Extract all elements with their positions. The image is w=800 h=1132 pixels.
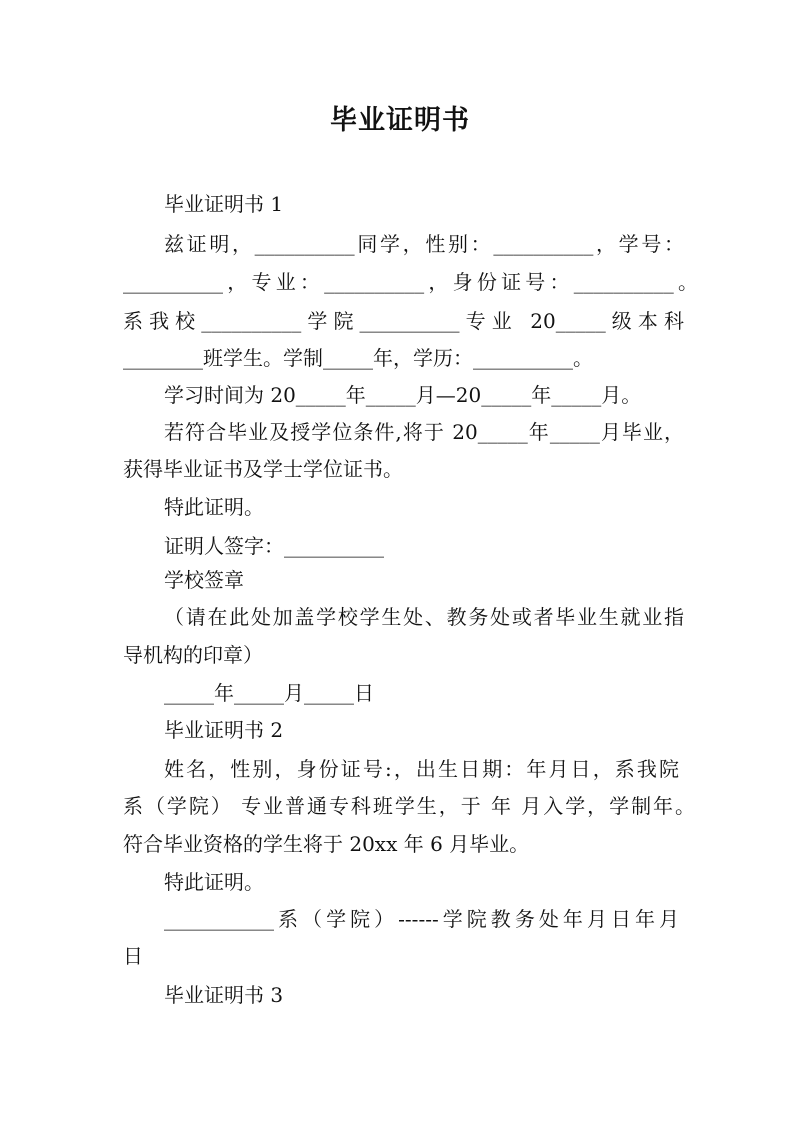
paragraph-line: 学习时间为 20_____年_____月—20_____年_____月。 [164, 383, 642, 407]
paragraph-line: 获得毕业证书及学士学位证书。 [123, 457, 403, 481]
section-heading-3: 毕业证明书 3 [164, 983, 284, 1007]
paragraph-line: 系（学院） 专业普通专科班学生，于 年 月入学，学制年。 [123, 794, 695, 818]
paragraph-line: 若符合毕业及授学位条件,将于 20_____年_____月毕业， [164, 420, 684, 444]
document-title: 毕业证明书 [330, 105, 470, 136]
date-line: _____年_____月_____日 [164, 681, 374, 705]
paragraph-line: 导机构的印章） [123, 643, 263, 667]
paragraph-line: 日 [123, 944, 143, 968]
paragraph-line: __________，专业：__________，身份证号：__________。 [123, 270, 698, 294]
paragraph-line: ___________系（学院）------学院教务处年月日年月 [164, 907, 679, 931]
paragraph-line: 特此证明。 [164, 870, 264, 894]
paragraph-line: 姓名，性别，身份证号:，出生日期：年月日，系我院 [164, 757, 679, 781]
paragraph-line: （请在此处加盖学校学生处、教务处或者毕业生就业指 [164, 605, 684, 629]
paragraph-line: 特此证明。 [164, 495, 264, 519]
section-heading-2: 毕业证明书 2 [164, 718, 284, 742]
paragraph-line: 兹证明，__________同学，性别：__________，学号： [164, 232, 684, 256]
paragraph-line: 系我校__________学院__________专业 20_____级本科 [123, 309, 684, 333]
paragraph-line: ________班学生。学制_____年，学历：__________。 [123, 346, 593, 370]
section-heading-1: 毕业证明书 1 [164, 192, 284, 216]
paragraph-line: 学校签章 [164, 568, 244, 592]
signature-line: 证明人签字：__________ [164, 534, 384, 558]
paragraph-line: 符合毕业资格的学生将于 20xx 年 6 月毕业。 [123, 832, 530, 856]
